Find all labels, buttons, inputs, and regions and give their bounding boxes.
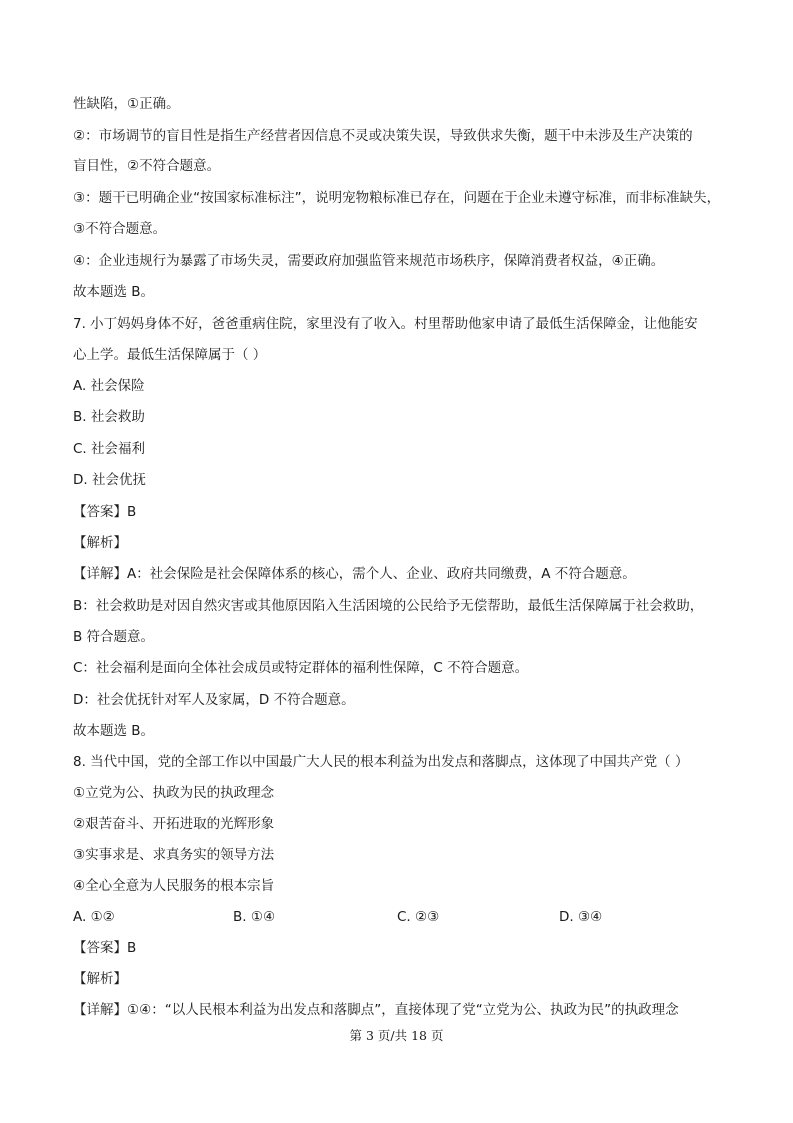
analysis-label: 【解析】 <box>73 971 127 987</box>
question-8-option-a: A. ①② <box>73 909 115 925</box>
text-line: ③：题干已明确企业“按国家标准标注”，说明宠物粮标准已存在，问题在于企业未遵守标准，而非标准缺失， <box>73 190 721 206</box>
question-7-stem: 心上学。最低生活保障属于（ ） <box>73 347 267 363</box>
question-8-item: ①立党为公、执政为民的执政理念 <box>73 785 275 801</box>
question-7-option: A. 社会保险 <box>73 378 145 394</box>
detail-text: B 符合题意。 <box>73 629 155 645</box>
text-line: ③不符合题意。 <box>73 221 167 237</box>
question-8-option-d: D. ③④ <box>559 909 603 925</box>
detail-text: 故本题选 B。 <box>73 723 155 739</box>
question-8-item: ②艰苦奋斗、开拓进取的光辉形象 <box>73 816 275 832</box>
analysis-label: 【解析】 <box>73 535 127 551</box>
answer-label: 【答案】B <box>73 940 137 956</box>
question-8-stem: 8. 当代中国，党的全部工作以中国最广大人民的根本利益为出发点和落脚点，这体现了中国共产党（ ） <box>73 754 689 770</box>
detail-text: B：社会救助是对因自然灾害或其他原因陷入生活困境的公民给予无偿帮助，最低生活保障属于社会救助， <box>73 598 704 614</box>
detail-text: D：社会优抚针对军人及家属，D 不符合题意。 <box>73 692 355 708</box>
detail-text: C：社会福利是面向全体社会成员或特定群体的福利性保障，C 不符合题意。 <box>73 660 529 676</box>
question-7-stem: 7. 小丁妈妈身体不好，爸爸重病住院，家里没有了收入。村里帮助他家申请了最低生活保障金，让他能安 <box>73 316 698 332</box>
detail-text: 【详解】①④：“以人民根本利益为出发点和落脚点”，直接体现了党“立党为公、执政为民”的执政理念 <box>73 1002 679 1018</box>
question-7-option: B. 社会救助 <box>73 409 145 425</box>
question-8-item: ④全心全意为人民服务的根本宗旨 <box>73 878 275 894</box>
question-7-option: D. 社会优抚 <box>73 472 146 488</box>
text-line: 盲目性，②不符合题意。 <box>73 158 221 174</box>
page-footer: 第 3 页/共 18 页 <box>349 1028 444 1043</box>
text-line: ④：企业违规行为暴露了市场失灵，需要政府加强监管来规范市场秩序，保障消费者权益，④正确。 <box>73 253 665 269</box>
question-7-option: C. 社会福利 <box>73 441 146 457</box>
question-8-option-b: B. ①④ <box>233 909 276 925</box>
text-line: 性缺陷，①正确。 <box>73 96 180 112</box>
text-line: 故本题选 B。 <box>73 284 155 300</box>
text-line: ②：市场调节的盲目性是指生产经营者因信息不灵或决策失误，导致供求失衡，题干中未涉及生产决策的 <box>73 128 693 144</box>
question-8-option-c: C. ②③ <box>397 909 440 925</box>
detail-text: 【详解】A：社会保险是社会保障体系的核心，需个人、企业、政府共同缴费，A 不符合题意。 <box>73 566 636 582</box>
answer-label: 【答案】B <box>73 504 137 520</box>
question-8-item: ③实事求是、求真务实的领导方法 <box>73 847 275 863</box>
